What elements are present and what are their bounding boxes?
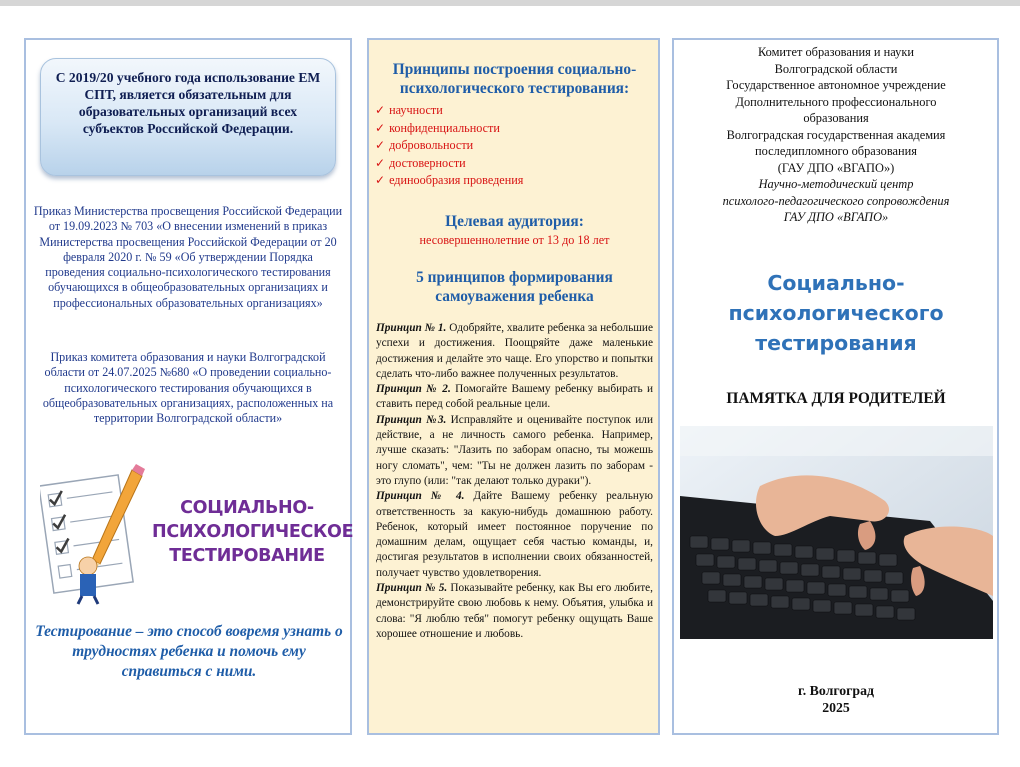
check-icon: ✓	[375, 173, 386, 187]
principle-label: Принцип № 5.	[376, 582, 448, 595]
center-line: психолого-педагогического сопровождения	[722, 193, 950, 208]
list-item	[375, 172, 655, 190]
principles-heading: Принципы построения социально-психологического тестирования:	[392, 61, 637, 97]
ministry-order-text: Приказ Министерства просвещения Российской Федерации от 19.09.2023 № 703 «О внесении изменений в приказ Министерства просвещения Российской Федерации от 20 февраля 2020 г. № 59 «Об утверждении Порядка проведения социально-психологического тестирования обучающихся в общеобразовательных организациях и профессиональных образовательных организациях»	[33, 204, 343, 310]
info-callout: С 2019/20 учебного года использование ЕМ СПТ, является обязательным для образовательных организаций всех субъектов Российской Федерации.	[40, 58, 336, 176]
five-principles-heading: 5 принципов формирования самоуважения ребенка	[416, 269, 613, 305]
principle-label: Принцип № 4.	[376, 490, 465, 503]
principle-paragraph	[376, 413, 653, 489]
list-item-label: конфиденциальности	[389, 120, 500, 135]
list-item	[375, 137, 655, 155]
org-line: образования	[803, 111, 869, 125]
org-line: Дополнительного профессионального	[735, 94, 937, 109]
principle-label: Принцип № 2.	[376, 383, 451, 396]
checklist-pencil-graphic	[40, 460, 354, 605]
audience-heading: Целевая аудитория:	[445, 213, 584, 230]
memo-heading: ПАМЯТКА ДЛЯ РОДИТЕЛЕЙ	[726, 390, 946, 407]
principle-paragraph	[376, 581, 653, 642]
city-year-block	[680, 682, 992, 716]
checklist-illustration	[40, 460, 150, 605]
org-line: Государственное автономное учреждение	[726, 78, 946, 92]
spt-title-line: СОЦИАЛЬНО-	[180, 498, 314, 518]
principle-paragraph	[376, 489, 653, 581]
keyboard-photo	[680, 426, 993, 639]
committee-order-text: Приказ комитета образования и науки Волгоградской области от 24.07.2025 №680 «О проведении социально-психологического тестирования обучающихся в общеобразовательных организациях, расположенных на территории Волгоградской области»	[42, 350, 334, 426]
list-item	[375, 102, 655, 120]
check-icon: ✓	[375, 138, 386, 152]
right-panel	[672, 38, 999, 735]
list-item	[375, 155, 655, 173]
principles-body	[376, 321, 653, 642]
org-line: (ГАУ ДПО «ВГАПО»)	[777, 160, 895, 175]
spt-graphic-title	[152, 496, 354, 568]
principle-paragraph	[376, 382, 653, 413]
check-icon: ✓	[375, 120, 386, 135]
principle-label: Принцип № 1.	[376, 322, 447, 334]
principle-label: Принцип №3.	[376, 413, 447, 426]
middle-panel	[367, 38, 660, 735]
org-line: Волгоградская государственная академия	[726, 127, 946, 142]
principles-list	[375, 102, 655, 190]
principle-text: Помогайте Вашему ребенку выбирать и ставить перед собой реальные цели.	[376, 383, 654, 411]
org-line: Волгоградской области	[774, 61, 898, 76]
left-panel	[24, 38, 352, 735]
document-title	[680, 268, 992, 358]
principle-paragraph	[376, 321, 653, 382]
list-item	[375, 120, 655, 138]
center-line: ГАУ ДПО «ВГАПО»	[783, 210, 889, 224]
list-item-label: научности	[389, 103, 443, 117]
year-label: 2025	[822, 700, 850, 715]
top-edge-bar	[0, 0, 1020, 6]
spt-title-line: ТЕСТИРОВАНИЕ	[169, 546, 325, 566]
tagline-text: Тестирование – это способ вовремя узнать о трудностях ребенка и помочь ему справиться с ними.	[35, 623, 343, 680]
principle-text: Одобряйте, хвалите ребенка за небольшие успехи и достижения. Поощряйте даже маленькие достижения и делайте это чаще. Его упорство и попытки сделать что-либо важнее полученных результатов.	[376, 322, 653, 380]
center-line: Научно-методический центр	[758, 177, 914, 191]
organization-block	[680, 44, 992, 226]
check-icon: ✓	[375, 103, 386, 117]
list-item-label: достоверности	[389, 155, 466, 170]
list-item-label: единообразия проведения	[389, 173, 524, 187]
org-line: Комитет образования и науки	[757, 45, 915, 59]
title-line: Социально-	[767, 271, 905, 295]
org-line: последипломного образования	[755, 144, 917, 158]
principle-text: Дайте Вашему ребенку реальную ответственность за какую-нибудь домашнюю работу. Ребенок, который имеет постоянное поручение по домашним делам, ощущает себя частью команды, и, достигая результатов в исполнении своих обязанностей, получает чувство удовлетворения.	[376, 490, 653, 579]
title-line: тестирования	[755, 331, 917, 355]
city-label: г. Волгоград	[798, 683, 874, 698]
check-icon: ✓	[375, 155, 386, 170]
audience-text: несовершеннолетние от 13 до 18 лет	[419, 233, 610, 247]
list-item-label: добровольности	[389, 138, 474, 152]
spt-title-line: ПСИХОЛОГИЧЕСКОЕ	[152, 522, 354, 542]
principle-text: Исправляйте и оценивайте поступок или действие, а не личность самого ребенка. Например, лучше сказать: "Лазить по заборам опасно, ты можешь ногу сломать", чем: "Ты не должен лазить по заборам - это глупо (или: "так делают только дураки").	[376, 413, 653, 487]
title-line: психологического	[728, 301, 944, 325]
principle-text: Показывайте ребенку, как Вы его любите, демонстрируйте свою любовь к нему. Объятия, улыбка и слова: "Я люблю тебя" помогут ребенку ощущать Ваше хорошее отношение и любовь.	[376, 582, 653, 640]
